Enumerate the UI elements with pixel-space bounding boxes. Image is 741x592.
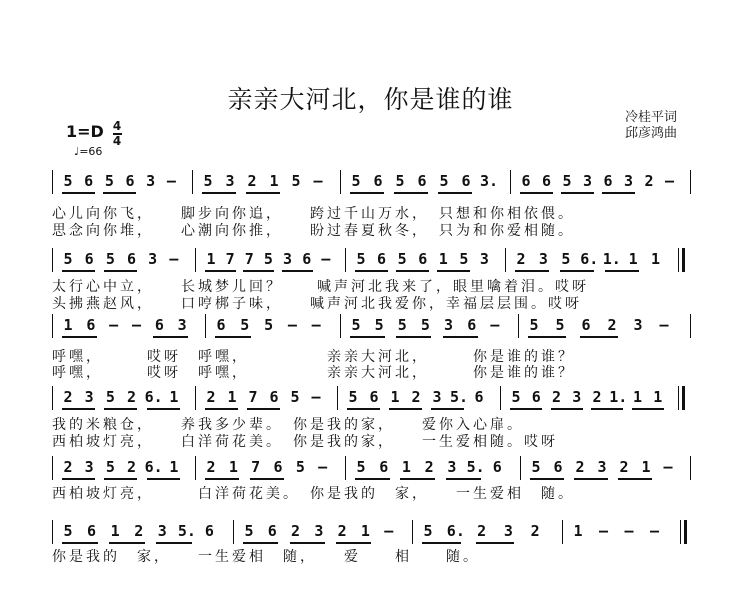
barline (510, 170, 511, 194)
note: 3 (447, 458, 457, 476)
note: 1 (360, 522, 370, 540)
note: 3 (84, 458, 94, 476)
note: 5 (63, 250, 73, 268)
note: – (384, 522, 394, 540)
barline (678, 386, 679, 410)
note: 7 (251, 458, 261, 476)
note: 1 (269, 172, 279, 190)
note: – (318, 458, 328, 476)
note: 6. (144, 388, 163, 406)
note: 3 (479, 250, 489, 268)
note: 3 (432, 388, 442, 406)
note: – (659, 316, 669, 334)
note: 1 (632, 388, 643, 406)
barline (52, 248, 53, 272)
note: 1 (438, 250, 448, 268)
composer-credit: 邱彦鸿曲 (625, 126, 678, 141)
note: – (490, 316, 500, 334)
beam-underline (109, 542, 145, 544)
barline (682, 248, 685, 272)
note: 6. (144, 458, 163, 476)
note: 5 (531, 458, 541, 476)
note: 6 (603, 172, 613, 190)
lyricist-credit: 冷桂平词 (625, 110, 678, 125)
note: – (598, 522, 609, 540)
beam-underline (443, 336, 478, 338)
note: 1 (227, 388, 237, 406)
note: 2 (411, 388, 421, 406)
beam-underline (520, 192, 553, 194)
note: – (313, 172, 323, 190)
beam-underline (153, 336, 188, 338)
note: 5 (459, 250, 469, 268)
note: 6 (521, 172, 531, 190)
note: 7 (225, 250, 235, 268)
beam-underline (515, 270, 549, 272)
note: 6 (204, 522, 214, 540)
note: 5 (562, 172, 572, 190)
beam-underline (528, 336, 566, 338)
note: 3 (503, 522, 513, 540)
beam-underline (147, 408, 180, 410)
note: 5 (511, 388, 521, 406)
note: 6. (580, 250, 599, 268)
beam-underline (205, 478, 239, 480)
note: 1 (228, 458, 238, 476)
note: 6 (531, 388, 541, 406)
note: 2 (126, 388, 137, 406)
beam-underline (205, 270, 236, 272)
beam-underline (355, 270, 388, 272)
note: 1 (641, 458, 651, 476)
note: 1 (573, 522, 583, 540)
note: 6 (302, 250, 312, 268)
beam-underline (147, 478, 180, 480)
note: 5 (356, 250, 366, 268)
note: 3 (157, 522, 167, 540)
beam-underline (282, 270, 313, 272)
note: 2 (291, 522, 301, 540)
key-signature: 1=D (66, 122, 104, 141)
lyric-line: 西柏坡灯亮， 白洋荷花美。 你是我的家， 一生爱相随。哎呀 (52, 434, 558, 450)
note: – (321, 250, 331, 268)
note: 3 (597, 458, 607, 476)
note: 3 (146, 172, 156, 190)
note: 1 (653, 388, 663, 406)
note: 2 (247, 172, 257, 190)
barline (690, 314, 691, 338)
note: 5 (420, 316, 430, 334)
note: 3 (582, 172, 593, 190)
note: 5 (291, 172, 301, 190)
note: 6 (87, 522, 97, 540)
note: 6 (492, 458, 502, 476)
note: 6 (369, 388, 379, 406)
note: 1 (651, 250, 661, 268)
note: 2 (337, 522, 347, 540)
note: 5 (374, 316, 384, 334)
beam-underline (438, 192, 472, 194)
note: 5 (439, 172, 449, 190)
note: 5 (244, 522, 254, 540)
beam-underline (396, 270, 429, 272)
note: 2 (424, 458, 434, 476)
note: 1. (602, 250, 621, 268)
beam-underline (574, 478, 608, 480)
note: 2 (575, 458, 585, 476)
note: 6 (273, 458, 283, 476)
note: 6 (373, 172, 383, 190)
note: 6 (417, 172, 427, 190)
lyric-line: 我的米粮仓， 养我多少辈。 你是我的家， 爱你入心扉。 (52, 417, 524, 433)
note: 6 (216, 316, 226, 334)
note: 5 (351, 316, 361, 334)
note: 5 (395, 172, 405, 190)
note: – (664, 172, 675, 190)
note: 2 (644, 172, 654, 190)
barline (52, 314, 53, 338)
beam-underline (394, 192, 428, 194)
note: 3 (148, 250, 158, 268)
beam-underline (205, 408, 238, 410)
note: – (663, 458, 673, 476)
beam-underline (250, 478, 284, 480)
note: 5 (264, 316, 274, 334)
barline (562, 520, 563, 544)
beam-underline (104, 408, 137, 410)
beam-underline (396, 336, 431, 338)
note: – (649, 522, 660, 540)
note: 6 (125, 172, 135, 190)
lyric-line: 思念向你堆， 心潮向你推， 盼过春夏秋冬， 只为和你爱相随。 (52, 223, 575, 239)
note: 2 (551, 388, 562, 406)
note: – (311, 316, 321, 334)
beam-underline (355, 478, 390, 480)
note: 6 (467, 316, 477, 334)
lyric-line: 西柏坡灯亮， 白洋荷花美。 你是我的 家， 一生爱相 随。 (52, 486, 575, 502)
lyric-line: 呼嘿， 哎呀 呼嘿， 亲亲大河北， 你是谁的谁？ (52, 365, 575, 381)
note: 5 (529, 316, 539, 334)
beam-underline (632, 408, 664, 410)
barline (340, 170, 341, 194)
note: 2 (126, 458, 137, 476)
beam-underline (602, 192, 635, 194)
barline (340, 314, 341, 338)
note: 3 (314, 522, 324, 540)
note: 7 (248, 388, 258, 406)
beam-underline (336, 542, 371, 544)
lyric-line: 太行心中立， 长城梦儿回？ 喊声河北我来了，眼里噙着泪。哎呀 (52, 279, 589, 295)
note: 6 (154, 316, 164, 334)
beam-underline (347, 408, 380, 410)
barline (337, 386, 338, 410)
note: 6 (269, 388, 279, 406)
note: 2 (134, 522, 144, 540)
barline (690, 456, 691, 480)
note: 2 (206, 388, 216, 406)
beam-underline (62, 408, 95, 410)
beam-underline (156, 542, 192, 544)
note: 3 (444, 316, 454, 334)
barline (680, 520, 681, 544)
barline (505, 248, 506, 272)
note: 5. (466, 458, 485, 476)
beam-underline (476, 542, 515, 544)
beam-underline (243, 542, 278, 544)
note: 3 (225, 172, 235, 190)
note: 3 (623, 172, 634, 190)
note: 1 (63, 316, 73, 334)
note: 2 (477, 522, 487, 540)
note: – (131, 316, 142, 334)
note: 1. (609, 388, 628, 406)
note: 2 (516, 250, 526, 268)
beam-underline (215, 336, 251, 338)
note: 5 (295, 458, 305, 476)
beam-underline (591, 408, 623, 410)
note: 2 (530, 522, 540, 540)
note: 1 (169, 458, 179, 476)
barline (233, 520, 234, 544)
note: 5 (263, 250, 273, 268)
beam-underline (400, 478, 435, 480)
note: 6 (379, 458, 389, 476)
beam-underline (530, 478, 564, 480)
time-signature-bottom: 4 (112, 134, 122, 148)
beam-underline (446, 478, 481, 480)
note: 1 (628, 250, 638, 268)
lyric-line: 你是我的 家， 一生爱相 随， 爱 相 随。 (52, 549, 480, 565)
barline (520, 456, 521, 480)
note: 5 (203, 172, 213, 190)
note: 3 (633, 316, 643, 334)
note: 6. (446, 522, 465, 540)
note: 3 (538, 250, 548, 268)
beam-underline (431, 408, 464, 410)
beam-underline (580, 336, 618, 338)
note: 5 (290, 388, 300, 406)
note: 6 (541, 172, 552, 190)
note: 5 (105, 250, 115, 268)
barline (345, 248, 346, 272)
barline (690, 170, 691, 194)
note: 3 (283, 250, 293, 268)
note: – (287, 316, 297, 334)
beam-underline (62, 478, 95, 480)
barline (518, 314, 519, 338)
note: 1 (390, 388, 400, 406)
barline (412, 520, 413, 544)
note: – (311, 388, 321, 406)
note: 6 (461, 172, 471, 190)
beam-underline (510, 408, 542, 410)
time-signature-top: 4 (112, 119, 122, 133)
beam-underline (62, 336, 97, 338)
barline (500, 386, 501, 410)
note: – (109, 316, 119, 334)
barline (192, 170, 193, 194)
barline (52, 520, 53, 544)
note: – (169, 250, 179, 268)
note: 6 (267, 522, 277, 540)
barline (684, 520, 687, 544)
note: 2 (63, 458, 73, 476)
barline (52, 386, 53, 410)
note: 5 (104, 172, 114, 190)
note: 5 (397, 316, 407, 334)
beam-underline (62, 542, 98, 544)
note: 1 (169, 388, 179, 406)
lyric-line: 头拂燕赵风， 口哼梆子味， 喊声河北我爱你，幸福层层围。哎呀 (52, 296, 582, 312)
barline (682, 386, 685, 410)
note: 5 (351, 172, 361, 190)
song-title: 亲亲大河北，你是谁的谁 (227, 85, 514, 114)
beam-underline (618, 478, 652, 480)
beam-underline (247, 408, 280, 410)
barline (678, 248, 679, 272)
beam-underline (104, 270, 137, 272)
note: 2 (592, 388, 602, 406)
note: 6 (377, 250, 387, 268)
note: 2 (206, 458, 216, 476)
note: 5 (397, 250, 407, 268)
note: 7 (244, 250, 254, 268)
note: 5 (240, 316, 250, 334)
note: 5. (177, 522, 196, 540)
beam-underline (350, 336, 385, 338)
beam-underline (350, 192, 384, 194)
lyric-line: 心儿向你飞， 脚步向你追， 跨过千山万水， 只想和你相依偎。 (52, 206, 575, 222)
note: – (166, 172, 176, 190)
note: 5 (423, 522, 433, 540)
note: 5 (555, 316, 565, 334)
note: 2 (63, 388, 73, 406)
note: 3 (84, 388, 94, 406)
note: 1 (206, 250, 216, 268)
note: 1 (401, 458, 411, 476)
note: 6 (86, 316, 96, 334)
note: 5 (561, 250, 571, 268)
note: 2 (619, 458, 629, 476)
note: 1 (110, 522, 120, 540)
barline (195, 456, 196, 480)
note: 3. (480, 172, 499, 190)
note: 5. (450, 388, 469, 406)
beam-underline (246, 192, 280, 194)
barline (195, 248, 196, 272)
beam-underline (103, 192, 136, 194)
beam-underline (104, 478, 137, 480)
note: 5 (63, 522, 73, 540)
beam-underline (243, 270, 274, 272)
beam-underline (62, 270, 95, 272)
barline (205, 314, 206, 338)
tempo-marking: ♩=66 (74, 145, 103, 158)
beam-underline (422, 542, 461, 544)
beam-underline (389, 408, 422, 410)
beam-underline (605, 270, 639, 272)
beam-underline (290, 542, 325, 544)
note: 5 (348, 388, 358, 406)
barline (195, 386, 196, 410)
note: 3 (572, 388, 582, 406)
note: 6 (553, 458, 563, 476)
note: 5 (105, 458, 115, 476)
note: 6 (126, 250, 137, 268)
lyric-line: 呼嘿， 哎呀 呼嘿， 亲亲大河北， 你是谁的谁？ (52, 349, 575, 365)
note: 5 (105, 388, 115, 406)
note: 6 (474, 388, 484, 406)
note: 6 (84, 172, 94, 190)
beam-underline (561, 192, 594, 194)
beam-underline (202, 192, 236, 194)
note: 3 (177, 316, 187, 334)
beam-underline (560, 270, 594, 272)
note: 5 (63, 172, 73, 190)
beam-underline (437, 270, 470, 272)
note: 5 (356, 458, 366, 476)
beam-underline (62, 192, 95, 194)
barline (52, 456, 53, 480)
note: – (624, 522, 634, 540)
beam-underline (551, 408, 583, 410)
barline (345, 456, 346, 480)
barline (52, 170, 53, 194)
note: 6 (418, 250, 428, 268)
note: 2 (607, 316, 617, 334)
note: 6 (581, 316, 591, 334)
note: 6 (84, 250, 94, 268)
